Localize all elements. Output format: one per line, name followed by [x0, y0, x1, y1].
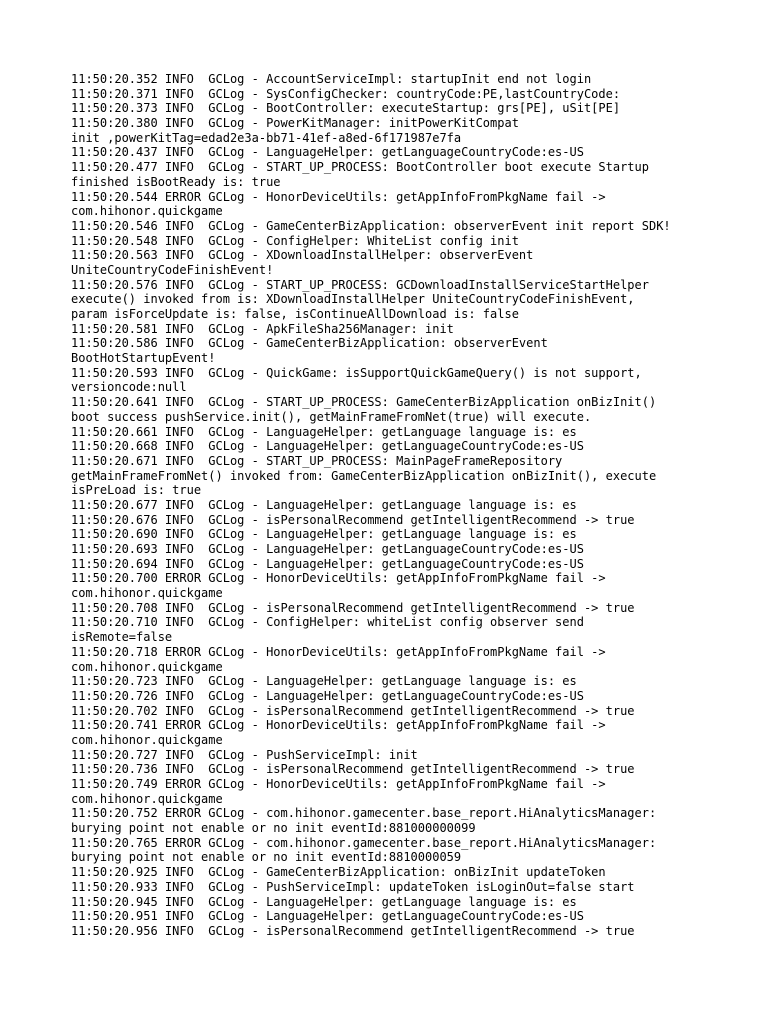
- log-line: burying point not enable or no init eventId:881000000099: [71, 821, 476, 836]
- log-line: 11:50:20.671 INFO GCLog - START_UP_PROCESS: MainPageFrameRepository: [71, 453, 563, 468]
- log-line: 11:50:20.956 INFO GCLog - isPersonalRecommend getIntelligentRecommend -> true: [71, 923, 635, 938]
- log-line: 11:50:20.694 INFO GCLog - LanguageHelper: getLanguageCountryCode:es-US: [71, 556, 584, 571]
- log-line: 11:50:20.544 ERROR GCLog - HonorDeviceUtils: getAppInfoFromPkgName fail ->: [71, 189, 606, 204]
- log-line: com.hihonor.quickgame: [71, 791, 223, 806]
- log-line: init ,powerKitTag=edad2e3a-bb71-41ef-a8ed-6f171987e7fa: [71, 130, 462, 145]
- log-line: finished isBootReady is: true: [71, 174, 281, 189]
- log-line: 11:50:20.727 INFO GCLog - PushServiceImpl: init: [71, 747, 418, 762]
- log-line: 11:50:20.933 INFO GCLog - PushServiceImpl: updateToken isLoginOut=false start: [71, 879, 635, 894]
- log-line: 11:50:20.380 INFO GCLog - PowerKitManager: initPowerKitCompat: [71, 116, 519, 131]
- log-line: 11:50:20.548 INFO GCLog - ConfigHelper: WhiteList config init: [71, 233, 519, 248]
- log-line: isRemote=false: [71, 630, 173, 645]
- log-line: 11:50:20.546 INFO GCLog - GameCenterBizApplication: observerEvent init report SDK!: [71, 218, 671, 233]
- log-line: 11:50:20.563 INFO GCLog - XDownloadInstallHelper: observerEvent: [71, 248, 534, 263]
- log-line: 11:50:20.593 INFO GCLog - QuickGame: isSupportQuickGameQuery() is not support,: [71, 365, 642, 380]
- log-line: 11:50:20.741 ERROR GCLog - HonorDeviceUtils: getAppInfoFromPkgName fail ->: [71, 718, 606, 733]
- log-line: com.hihonor.quickgame: [71, 204, 223, 219]
- log-line: 11:50:20.676 INFO GCLog - isPersonalRecommend getIntelligentRecommend -> true: [71, 512, 635, 527]
- log-line: 11:50:20.576 INFO GCLog - START_UP_PROCESS: GCDownloadInstallServiceStartHelper: [71, 277, 649, 292]
- log-text-block: [71, 72, 751, 939]
- log-line: com.hihonor.quickgame: [71, 586, 223, 601]
- log-line: 11:50:20.736 INFO GCLog - isPersonalRecommend getIntelligentRecommend -> true: [71, 762, 635, 777]
- log-line: getMainFrameFromNet() invoked from: GameCenterBizApplication onBizInit(), execute: [71, 468, 657, 483]
- log-line: 11:50:20.693 INFO GCLog - LanguageHelper: getLanguageCountryCode:es-US: [71, 542, 584, 556]
- log-line: com.hihonor.quickgame: [71, 659, 223, 674]
- log-line: 11:50:20.352 INFO GCLog - AccountServiceImpl: startupInit end not login: [71, 72, 592, 86]
- log-line: 11:50:20.373 INFO GCLog - BootController: executeStartup: grs[PE], uSit[PE]: [71, 101, 621, 116]
- log-line: 11:50:20.641 INFO GCLog - START_UP_PROCESS: GameCenterBizApplication onBizInit(): [71, 395, 657, 410]
- log-line: 11:50:20.752 ERROR GCLog - com.hihonor.gamecenter.base_report.HiAnalyticsManager:: [71, 806, 657, 821]
- log-line: 11:50:20.702 INFO GCLog - isPersonalRecommend getIntelligentRecommend -> true: [71, 703, 635, 718]
- log-line: 11:50:20.925 INFO GCLog - GameCenterBizApplication: onBizInit updateToken: [71, 865, 606, 880]
- log-line: burying point not enable or no init eventId:8810000059: [71, 850, 462, 865]
- log-line: 11:50:20.951 INFO GCLog - LanguageHelper: getLanguageCountryCode:es-US: [71, 909, 584, 924]
- log-line: 11:50:20.765 ERROR GCLog - com.hihonor.gamecenter.base_report.HiAnalyticsManager:: [71, 835, 657, 850]
- log-line: 11:50:20.586 INFO GCLog - GameCenterBizApplication: observerEvent: [71, 336, 548, 351]
- log-line: boot success pushService.init(), getMainFrameFromNet(true) will execute.: [71, 409, 592, 424]
- log-line: isPreLoad is: true: [71, 483, 202, 498]
- log-line: 11:50:20.710 INFO GCLog - ConfigHelper: whiteList config observer send: [71, 615, 584, 630]
- log-line: 11:50:20.726 INFO GCLog - LanguageHelper: getLanguageCountryCode:es-US: [71, 688, 584, 703]
- log-line: 11:50:20.708 INFO GCLog - isPersonalRecommend getIntelligentRecommend -> true: [71, 600, 635, 615]
- log-line: param isForceUpdate is: false, isContinueAllDownload is: false: [71, 307, 519, 321]
- log-line: 11:50:20.661 INFO GCLog - LanguageHelper: getLanguage language is: es: [71, 424, 577, 439]
- log-line: 11:50:20.668 INFO GCLog - LanguageHelper: getLanguageCountryCode:es-US: [71, 439, 584, 454]
- log-line: 11:50:20.677 INFO GCLog - LanguageHelper: getLanguage language is: es: [71, 497, 577, 512]
- log-line: 11:50:20.690 INFO GCLog - LanguageHelper: getLanguage language is: es: [71, 527, 577, 542]
- log-line: 11:50:20.437 INFO GCLog - LanguageHelper: getLanguageCountryCode:es-US: [71, 145, 584, 160]
- log-line: 11:50:20.477 INFO GCLog - START_UP_PROCESS: BootController boot execute Startup: [71, 160, 649, 175]
- log-line: 11:50:20.749 ERROR GCLog - HonorDeviceUtils: getAppInfoFromPkgName fail ->: [71, 777, 606, 791]
- log-line: 11:50:20.718 ERROR GCLog - HonorDeviceUtils: getAppInfoFromPkgName fail ->: [71, 644, 606, 659]
- log-line: com.hihonor.quickgame: [71, 732, 223, 747]
- log-line: 11:50:20.723 INFO GCLog - LanguageHelper: getLanguage language is: es: [71, 674, 577, 689]
- log-line: UniteCountryCodeFinishEvent!: [71, 262, 274, 277]
- log-line: 11:50:20.700 ERROR GCLog - HonorDeviceUtils: getAppInfoFromPkgName fail ->: [71, 571, 606, 586]
- log-line: 11:50:20.581 INFO GCLog - ApkFileSha256Manager: init: [71, 321, 454, 336]
- log-line: execute() invoked from is: XDownloadInstallHelper UniteCountryCodeFinishEvent,: [71, 292, 635, 307]
- log-line: versioncode:null: [71, 380, 187, 395]
- log-line: 11:50:20.371 INFO GCLog - SysConfigChecker: countryCode:PE,lastCountryCode:: [71, 86, 621, 101]
- log-line: BootHotStartupEvent!: [71, 351, 216, 366]
- log-line: 11:50:20.945 INFO GCLog - LanguageHelper: getLanguage language is: es: [71, 894, 577, 909]
